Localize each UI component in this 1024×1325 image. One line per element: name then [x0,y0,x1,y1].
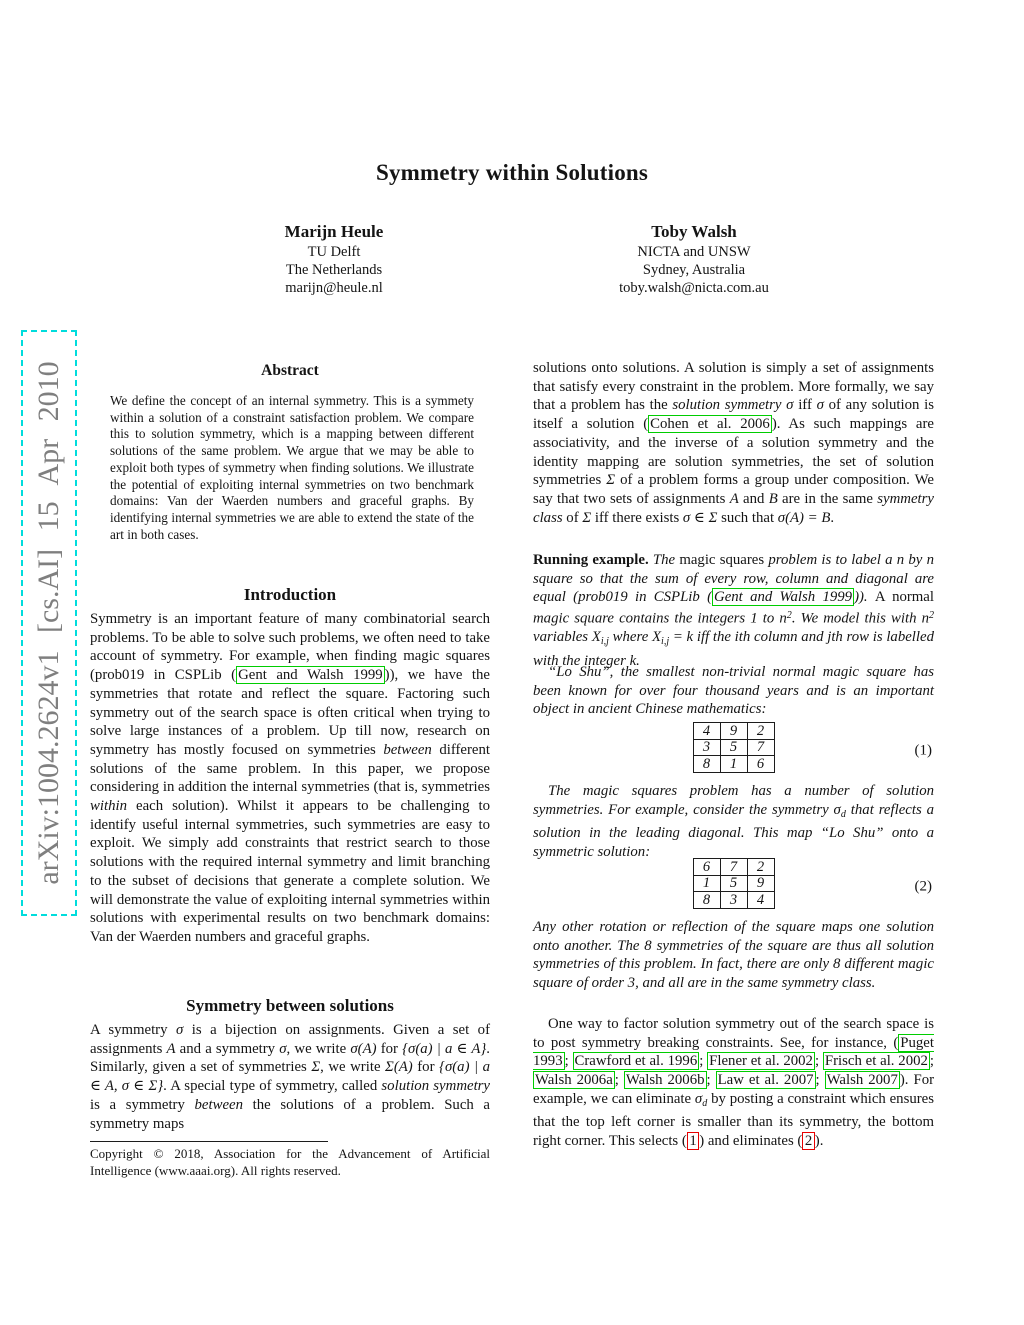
text-segment: are in the same [777,490,878,507]
text-segment: solution symmetry σ [672,397,794,414]
text-segment: {σ(a) | a ∈ A, σ ∈ Σ} [90,1059,490,1095]
text-segment: d [702,1097,708,1109]
magic-square-cell: 5 [720,739,747,756]
text-segment: σ [694,1090,703,1107]
magic-square-cell: 8 [693,892,720,909]
text-segment: ). As such mappings are associativity, and the inverse of a solution symmetry and the identity mapping are solution symmetries, the set of solution symmetries [533,416,934,489]
text-segment: Σ(A) [385,1059,413,1076]
citation-link[interactable]: Gent and Walsh 1999 [714,589,853,606]
arxiv-stamp [21,330,77,916]
text-segment: ; [614,1072,624,1089]
text-segment: between [194,1096,243,1113]
author-affiliation: Sydney, Australia [642,262,746,279]
magic-square-cell: 1 [720,756,747,773]
text-segment: Σ [582,509,592,526]
citation-link[interactable]: Walsh 2007 [826,1072,898,1089]
author-block-heule [194,221,474,298]
magic-square-lo-shu [693,722,775,773]
text-segment: magic squares [679,552,765,568]
text-segment: of any solution is itself a solution ( [533,397,934,433]
text-segment: ) and eliminates ( [699,1133,803,1150]
text-segment: σ(A) [350,1040,377,1057]
equation-1-label: (1) [914,742,932,759]
text-segment: of [562,509,583,526]
text-segment: i,j [661,636,670,648]
section-heading-symmetry-between-solutions: Symmetry between solutions [186,996,394,1015]
text-segment: where X [608,629,662,646]
citation-link[interactable]: Gent and Walsh 1999 [238,667,383,684]
text-segment: ; [564,1053,573,1070]
equation-ref[interactable]: 2 [802,1132,814,1150]
text-segment: by posting a constraint which ensures that the top left corner is smaller than its symmetry, the bottom right corner. This selects ( [533,1090,934,1150]
text-segment: problem is to label a n by n square so that the sum of every row, column and diagonal are equal (prob019 in CSPLib ( [533,552,934,606]
text-segment: )), we have the symmetries that rotate and reflect the square. Factoring such symmetry out of the search space is often critical when trying to solve large instances of a problem. Up till now, research on symmetry has mostly focused on symmetries [90,667,490,758]
text-segment: ; [929,1053,935,1070]
text-segment: . A special type of symmetry, called [163,1078,382,1095]
text-segment: A normal [874,589,934,606]
text-segment: d [840,808,846,820]
magic-square-row [693,739,774,756]
text-segment: Σ [606,472,616,489]
magic-square-cell: 3 [693,739,720,756]
text-segment: magic square contains the integers 1 to n [533,610,787,627]
text-segment: symmetry class [533,490,934,526]
copyright-footnote: Copyright © 2018, Association for the Advancement of Artificial Intelligence (www.aaai.org). All rights reserved. [90,1146,490,1178]
text-segment: is a symmetry [90,1096,195,1113]
text-segment: is a bijection on assignments. Given a set of assignments [90,1022,490,1057]
magic-square-row [693,859,774,876]
introduction-paragraph [90,610,490,947]
text-segment: One way to factor solution symmetry out of the search space is to post symmetry breaking constraints. See, for instance, ( [533,1016,934,1051]
text-segment: that reflects a solution in the leading diagonal. This map “Lo Shu” onto a symmetric solution: [533,801,934,860]
text-segment: The [648,552,680,568]
symmetry-breaking-paragraph [533,1015,934,1151]
text-segment: 2 [928,610,934,622]
magic-square-cell: 7 [720,859,747,876]
text-segment: different solutions of the same problem. In this paper, we propose considering in addition the internal symmetries (that is, symmetries [90,741,490,796]
text-segment: σ(A) = B [777,509,831,526]
author-block-walsh [554,221,834,298]
text-segment: Running example. [533,552,649,568]
citation-link[interactable]: Walsh 2006a [535,1072,613,1089]
abstract-paragraph: We define the concept of an internal symmetry. This is a symmety within a solution of a constraint satisfaction problem. We compare this to solution symmetry, which is a mapping between different solutions of the same problem. We argue that we may be able to exploit both types of symmetry when finding solutions. We illustrate the potential of exploiting internal symmetries on two benchmark domains: Van der Waerden numbers and graceful graphs. By identifying internal symmetries we are able to extend the state of the art in both cases. [110,393,474,542]
magic-square-cell: 4 [747,892,774,909]
author-name: Marijn Heule [284,222,384,241]
lo-shu-paragraph [533,663,934,719]
solution-symmetries-paragraph [533,782,934,862]
magic-square-cell: 2 [747,859,774,876]
text-segment: . We model this with n [791,610,929,627]
text-segment: A symmetry [90,1022,176,1038]
citation-link[interactable]: Flener et al. 2002 [709,1053,813,1070]
text-segment: 2 [786,610,792,622]
text-segment: ; [814,1053,823,1070]
magic-square-cell: 1 [693,875,720,892]
abstract-heading: Abstract [261,362,319,379]
magic-square-cell: 7 [747,739,774,756]
citation-link[interactable]: Frisch et al. 2002 [824,1053,928,1070]
text-segment: Any other rotation or reflection of the square maps one solution onto another. The 8 symmetries of the square are thus all solution symmetries of this problem. In fact, there are only 8 different magic square of order 3, and all are in the same symmetry class. [533,919,934,992]
running-example-paragraph [533,551,934,671]
magic-square-row [693,892,774,909]
solution-symmetry-paragraph [533,359,934,527]
text-segment: σ [279,1040,287,1057]
magic-square-cell: 6 [747,756,774,773]
text-segment: )). [854,589,875,606]
text-segment: variables X [533,629,601,646]
text-segment: = k iff the ith column and jth row is labelled with the integer k. [533,629,934,669]
author-name: Toby Walsh [651,222,737,241]
text-segment: between [383,741,432,758]
text-segment: for [412,1059,440,1076]
text-segment: ; [815,1072,825,1089]
author-email: marijn@heule.nl [285,280,383,297]
magic-square-cell: 5 [720,875,747,892]
text-segment: ; [699,1053,708,1070]
magic-square-cell: 6 [693,859,720,876]
text-segment: A [166,1040,176,1057]
text-segment: {σ(a) | a ∈ A} [402,1040,487,1057]
text-segment: within [90,798,127,815]
text-segment: such that [717,509,778,526]
author-email: toby.walsh@nicta.com.au [619,280,769,297]
text-segment: “Lo Shu”, the smallest non-trivial normal magic square has been known for over four thousand years and is an important object in ancient Chinese mathematics: [533,664,934,718]
author-affiliation: NICTA and UNSW [637,244,751,260]
text-segment: ). [814,1133,824,1150]
equation-ref[interactable]: 1 [687,1132,699,1150]
equation-2 [533,858,934,916]
magic-square-reflected [693,858,775,909]
rotations-paragraph [533,918,934,993]
paper-title: Symmetry within Solutions [375,160,649,185]
magic-square-cell: 9 [747,875,774,892]
citation-link[interactable]: Crawford et al. 1996 [574,1053,698,1070]
author-affiliation: The Netherlands [285,262,383,279]
text-segment: the solutions of a problem. Such a symmetry maps [90,1096,490,1132]
magic-square-cell: 8 [693,756,720,773]
symmetry-between-solutions-paragraph [90,1021,490,1133]
magic-square-row [693,756,774,773]
magic-square-row [693,875,774,892]
magic-square-cell: 4 [693,723,720,740]
author-affiliation: TU Delft [307,244,361,260]
text-segment: i,j [600,636,609,648]
citation-link[interactable]: Puget 1993 [533,1034,934,1070]
text-segment: σ [175,1022,184,1038]
magic-square-cell: 2 [747,723,774,740]
text-segment: iff [793,397,817,414]
citation-link[interactable]: Cohen et al. 2006 [650,416,770,433]
arxiv-stamp-text: arXiv:1004.2624v1 [cs.AI] 15 Apr 2010 [32,361,65,885]
text-segment: ). For example, we can eliminate [533,1072,935,1107]
text-segment: , we write [286,1040,351,1057]
equation-1 [533,722,934,780]
text-segment: ; [706,1072,716,1089]
text-segment: iff there exists [591,509,683,526]
equation-2-label: (2) [914,878,932,895]
text-segment: Symmetry is an important feature of many combinatorial search problems. To be able to solve such problems, we often need to take account of symmetry. For example, when finding magic squares (prob019 in CSPLib ( [90,611,490,684]
introduction-heading: Introduction [243,585,337,604]
text-segment: . Similarly, given a set of symmetries [90,1040,490,1076]
text-segment: σ ∈ Σ [682,509,718,526]
citation-link[interactable]: Law et al. 2007 [717,1072,814,1089]
text-segment: of a problem forms a group under composition. We say that two sets of assignments [533,472,934,507]
magic-square-cell: 9 [720,723,747,740]
citation-link[interactable]: Walsh 2006b [625,1072,705,1089]
text-segment: for [376,1040,403,1057]
text-segment: , we write [320,1059,386,1076]
text-segment: A [729,490,739,507]
text-segment: Σ [311,1059,321,1076]
magic-square-row [693,723,774,740]
text-segment: B [768,490,778,507]
text-segment: solutions onto solutions. A solution is simply a set of assignments that satisfy every constraint in the problem. More formally, we say that a problem has the [533,360,934,414]
text-segment: The magic squares problem has a number of solution symmetries. For example, consider the symmetry σ [533,783,934,818]
text-segment: σ [816,397,824,414]
text-segment: and a symmetry [175,1040,280,1057]
footnote-rule [90,1141,328,1142]
text-segment: each solution). Whilst it appears to be challenging to identify useful internal symmetries, such symmetries are easy to exploit. We simply add constraints that restrict search to those solutions with the required internal symmetry and limit branching to the subset of decisions that generate a complete solution. We will demonstrate the value of exploiting internal symmetries within solutions with experimental results on two benchmark domains: Van der Waerden numbers and graceful graphs. [90,798,490,945]
magic-square-cell: 3 [720,892,747,909]
text-segment: solution symmetry [381,1078,491,1095]
text-segment: and [738,490,769,507]
text-segment: . [830,509,835,526]
